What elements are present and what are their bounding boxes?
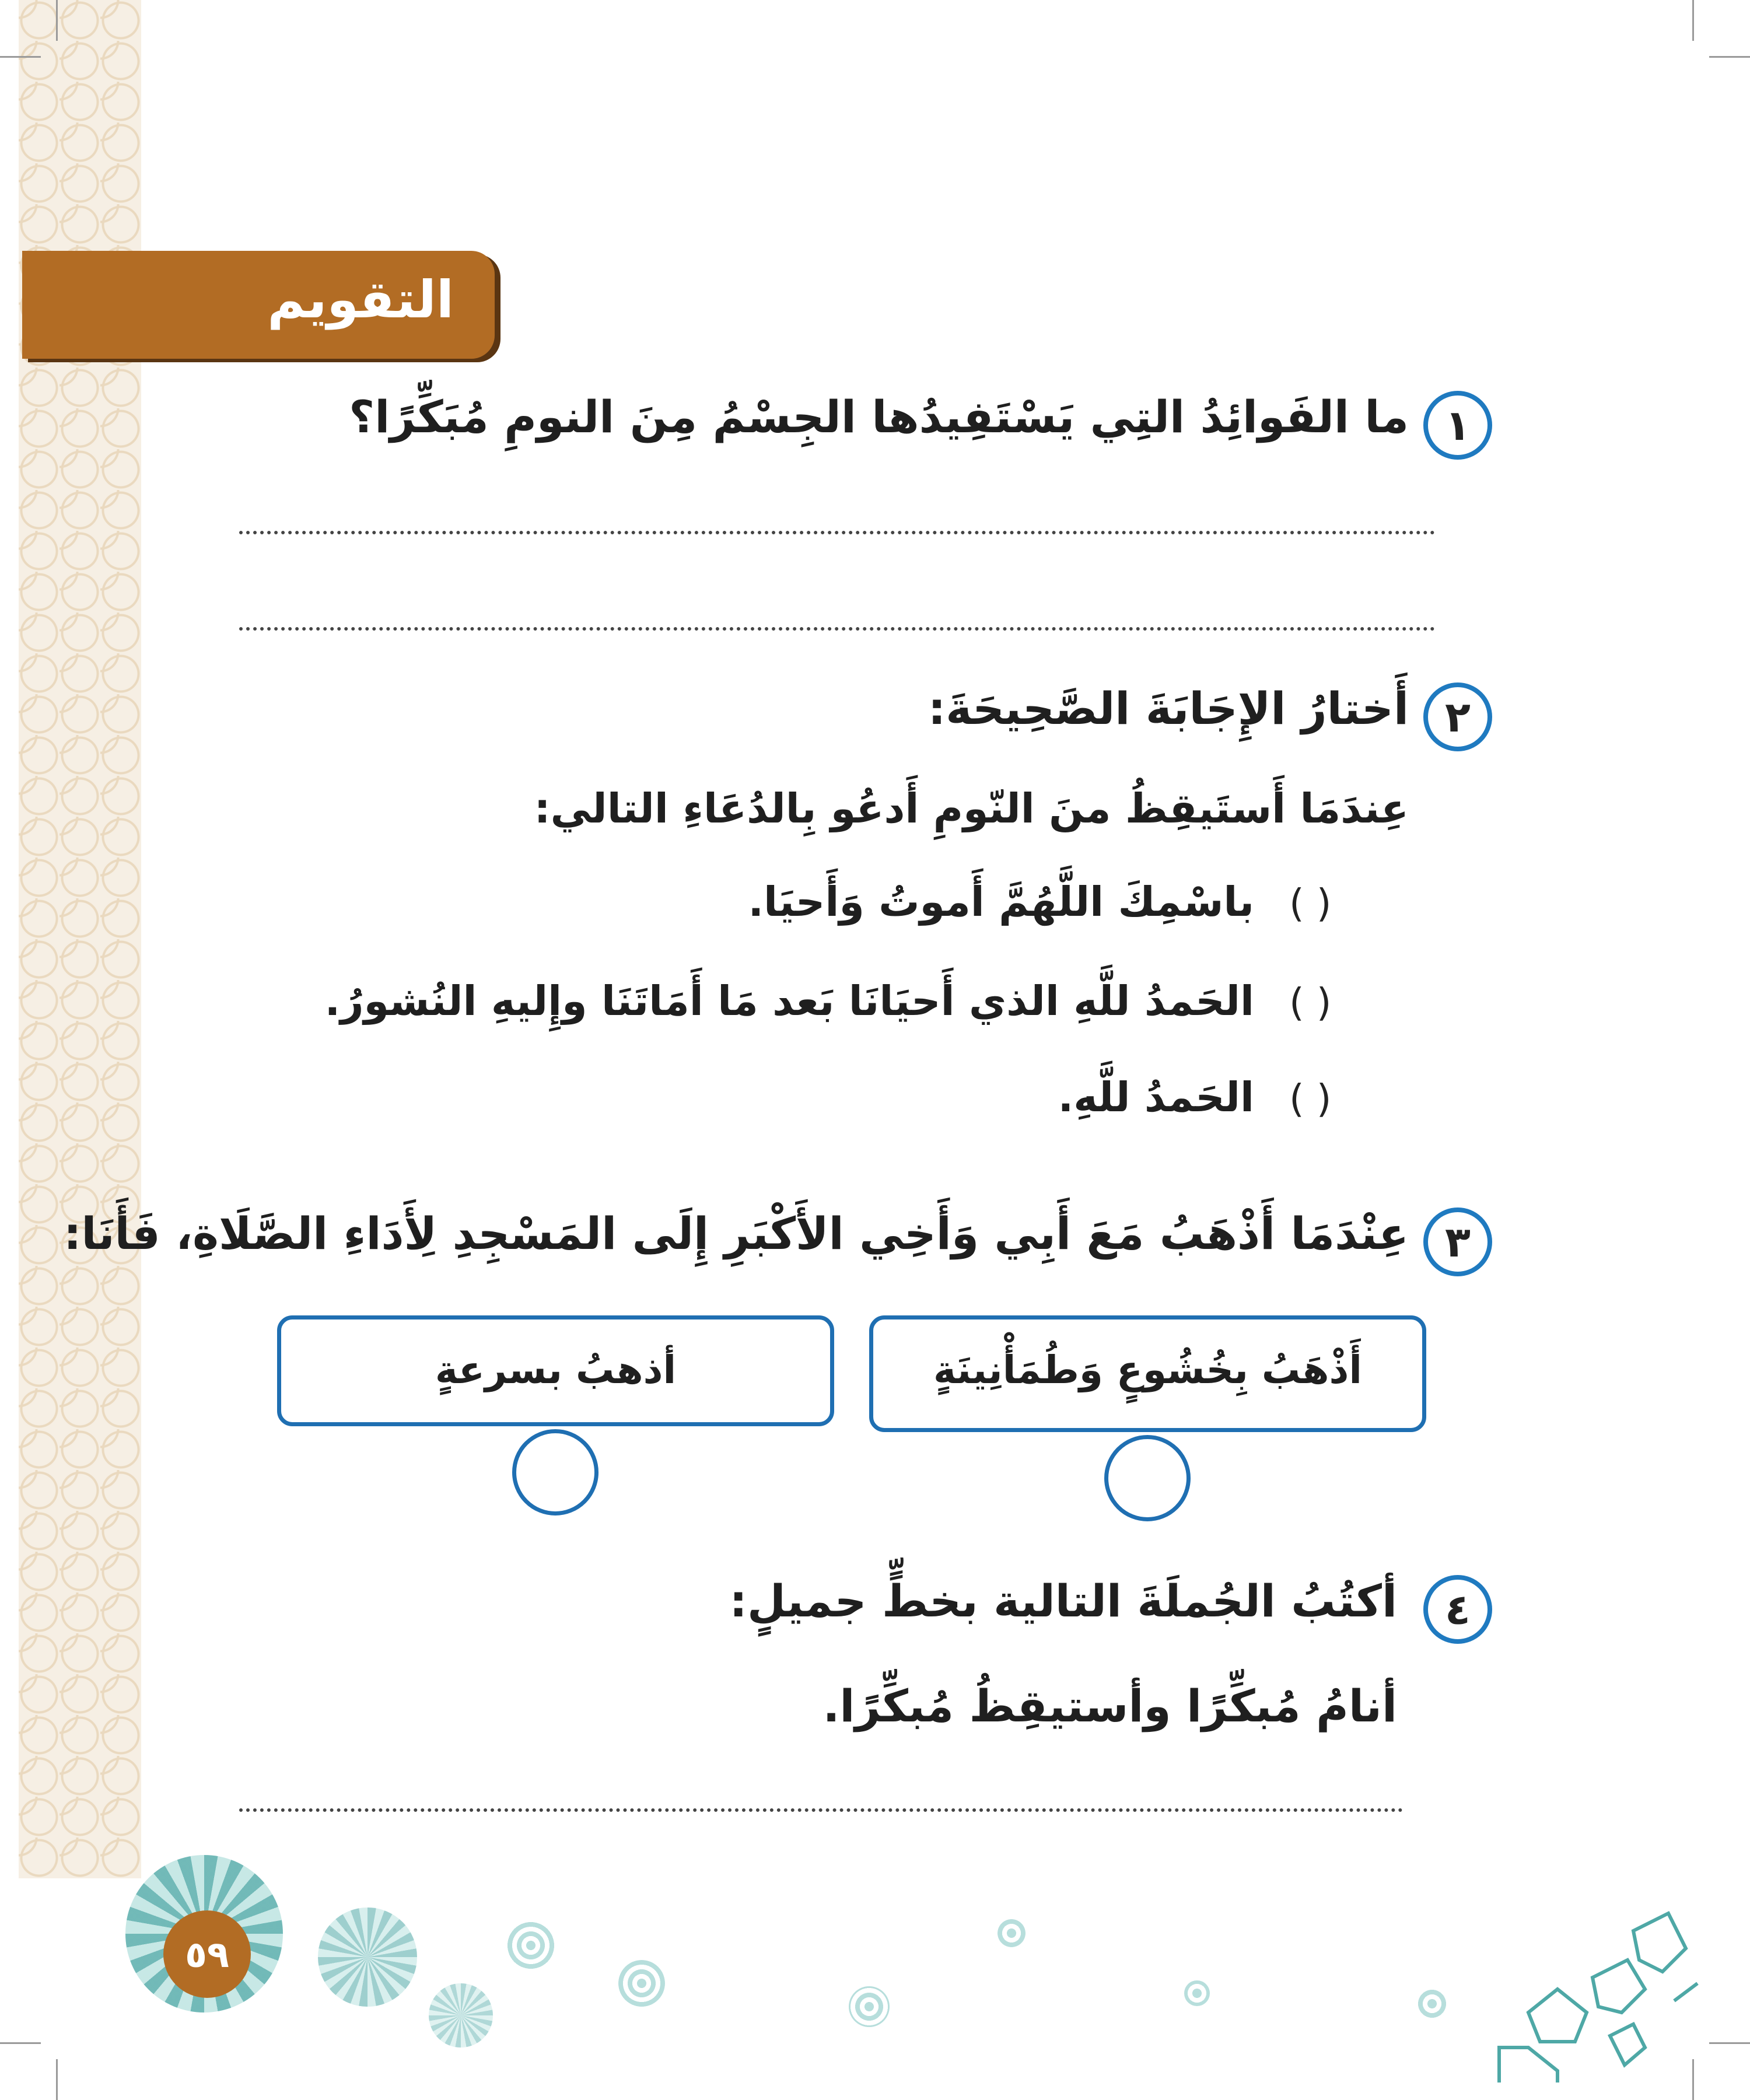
crop-mark xyxy=(1692,0,1694,41)
question-4-sentence: أنامُ مُبكِّرًا وأستيقِظُ مُبكِّرًا. xyxy=(822,1680,1397,1732)
crop-mark xyxy=(1709,2042,1750,2044)
crop-mark xyxy=(56,0,58,41)
footer-rosette xyxy=(318,1908,417,2007)
choice-label-calm: أَذْهَبُ بِخُشُوعٍ وَطُمَأْنِينَةٍ xyxy=(933,1348,1362,1392)
dua-option-2: الحَمدُ للَّهِ الذي أَحيَانَا بَعد مَا أَمَاتَنَا وإِليهِ النُشورُ. xyxy=(324,977,1254,1025)
choice-label-fast: أذهبُ بسرعةٍ xyxy=(435,1348,677,1392)
dua-option-3: الحَمدُ للَّهِ. xyxy=(1058,1073,1254,1121)
answer-paren-3[interactable]: ( ) xyxy=(1289,1076,1332,1121)
footer-rosette xyxy=(1184,1980,1210,2006)
choice-circle-calm[interactable] xyxy=(1104,1435,1191,1521)
dua-option-1: باسْمِكَ اللَّهُمَّ أَموتُ وَأَحيَا. xyxy=(748,878,1254,926)
answer-line-4[interactable] xyxy=(239,1808,1403,1812)
answer-paren-2[interactable]: ( ) xyxy=(1289,980,1332,1025)
question-2-number: ٢ xyxy=(1423,682,1492,751)
question-2-text: أَختارُ الإِجَابَةَ الصَّحِيحَةَ: xyxy=(928,682,1409,734)
crop-mark xyxy=(0,56,41,58)
question-1-number: ١ xyxy=(1423,391,1492,460)
answer-line-2[interactable] xyxy=(239,627,1435,631)
section-title: التقويم xyxy=(267,270,454,330)
page-number: ٥٩ xyxy=(163,1910,251,1998)
question-3-text: عِنْدَمَا أَذْهَبُ مَعَ أَبِي وَأَخِي الأَكْبَرِ إِلَى المَسْجِدِ لِأَدَاءِ الصَّلَاةِ، فَأَنَا: xyxy=(64,1208,1409,1259)
footer-geometric-ornament xyxy=(1493,1896,1703,2088)
choice-box-fast xyxy=(277,1315,834,1426)
choice-circle-fast[interactable] xyxy=(512,1429,598,1516)
footer-rosette xyxy=(849,1986,890,2027)
question-1-text: ما الفَوائِدُ التِي يَسْتَفِيدُها الجِسْمُ مِنَ النومِ مُبَكِّرًا؟ xyxy=(349,391,1409,443)
footer-rosette xyxy=(505,1919,557,1972)
crop-mark xyxy=(56,2059,58,2100)
question-2-prompt: عِندَمَا أَستَيقِظُ منَ النّومِ أَدعُو بِالدُعَاءِ التالي: xyxy=(534,785,1409,832)
question-3-number: ٣ xyxy=(1423,1208,1492,1276)
footer-rosette xyxy=(998,1919,1026,1947)
question-4-text: أكتُبُ الجُملَةَ التالية بخطٍّ جميلٍ: xyxy=(729,1575,1397,1627)
crop-mark xyxy=(1709,56,1750,58)
crop-mark xyxy=(0,2042,41,2044)
footer-rosette xyxy=(429,1983,493,2048)
answer-line-1[interactable] xyxy=(239,531,1435,534)
question-4-number: ٤ xyxy=(1423,1575,1492,1644)
footer-rosette xyxy=(618,1960,665,2007)
choice-box-calm xyxy=(869,1315,1426,1432)
footer-rosette xyxy=(1418,1989,1447,2018)
section-header xyxy=(22,251,495,359)
answer-paren-1[interactable]: ( ) xyxy=(1289,881,1332,926)
